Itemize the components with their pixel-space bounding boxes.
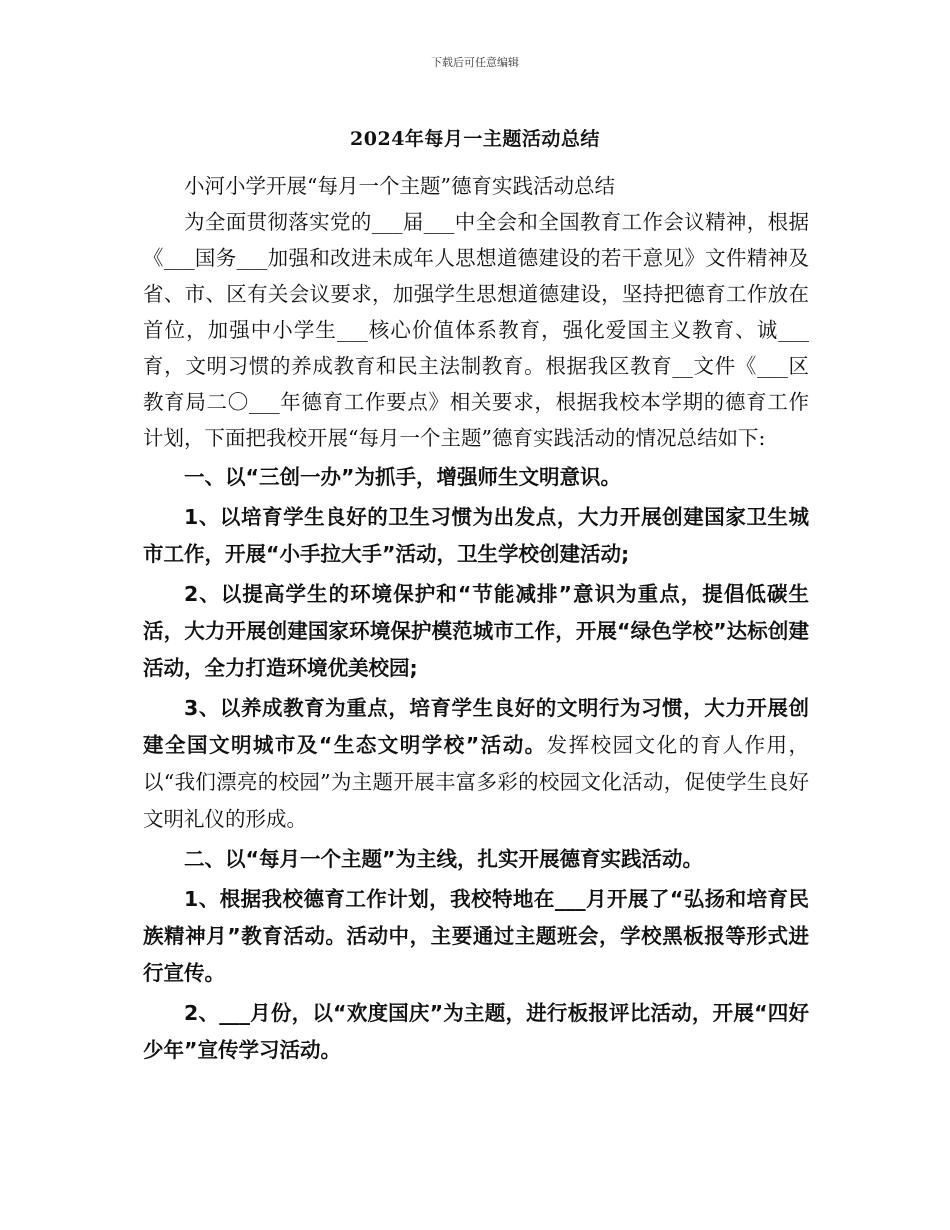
section-1-item-1: 1、以培育学生良好的卫生习惯为出发点，大力开展创建国家卫生城市工作，开展“小手拉大手”活动，卫生学校创建活动; [143,505,809,566]
section-2-item-2: 2、___月份，以“欢度国庆”为主题，进行板报评比活动，开展“四好少年”宣传学习活动。 [143,1001,809,1062]
header-note: 下载后可任意编辑 [431,56,519,69]
section-1-heading: 一、以“三创一办”为抓手，增强师生文明意识。 [184,465,621,489]
section-1-item-3 [143,690,809,838]
section-2-heading: 二、以“每月一个主题”为主线，扎实开展德育实践活动。 [184,847,703,871]
section-1-item-3-normal: 发挥校园文化的育人作用，以“我们漂亮的校园”为主题开展丰富多彩的校园文化活动，促使学生良好文明礼仪的形成。 [143,733,810,831]
section-1-item-3-bold: 3、以养成教育为重点，培育学生良好的文明行为习惯，大力开展创建全国文明城市及“生态文明学校”活动。 [143,696,809,757]
subtitle-paragraph: 小河小学开展“每月一个主题”德育实践活动总结 [184,174,615,198]
section-1-item-2: 2、以提高学生的环境保护和“节能减排”意识为重点，提倡低碳生活，大力开展创建国家环境保护模范城市工作，开展“绿色学校”达标创建活动，全力打造环境优美校园; [143,582,809,680]
intro-paragraph: 为全面贯彻落实党的___届___中全会和全国教育工作会议精神，根据《___国务___加强和改进未成年人思想道德建设的若干意见》文件精神及省、市、区有关会议要求，加强学生思想道德建设，坚持把德育工作放在首位，加强中小学生___核心价值体系教育，强化爱国主义教育、诚___育，文明习惯的养成教育和民主法制教育。根据我区教育__文件《___区教育局二〇___年德育工作要点》相关要求，根据我校本学期的德育工作计划，下面把我校开展“每月一个主题”德育实践活动的情况总结如下: [143,210,809,450]
document-title: 2024年每月一主题活动总结 [350,128,600,150]
section-2-item-1: 1、根据我校德育工作计划，我校特地在___月开展了“弘扬和培育民族精神月”教育活动。活动中，主要通过主题班会，学校黑板报等形式进行宣传。 [143,887,809,985]
document-body [143,168,809,1069]
